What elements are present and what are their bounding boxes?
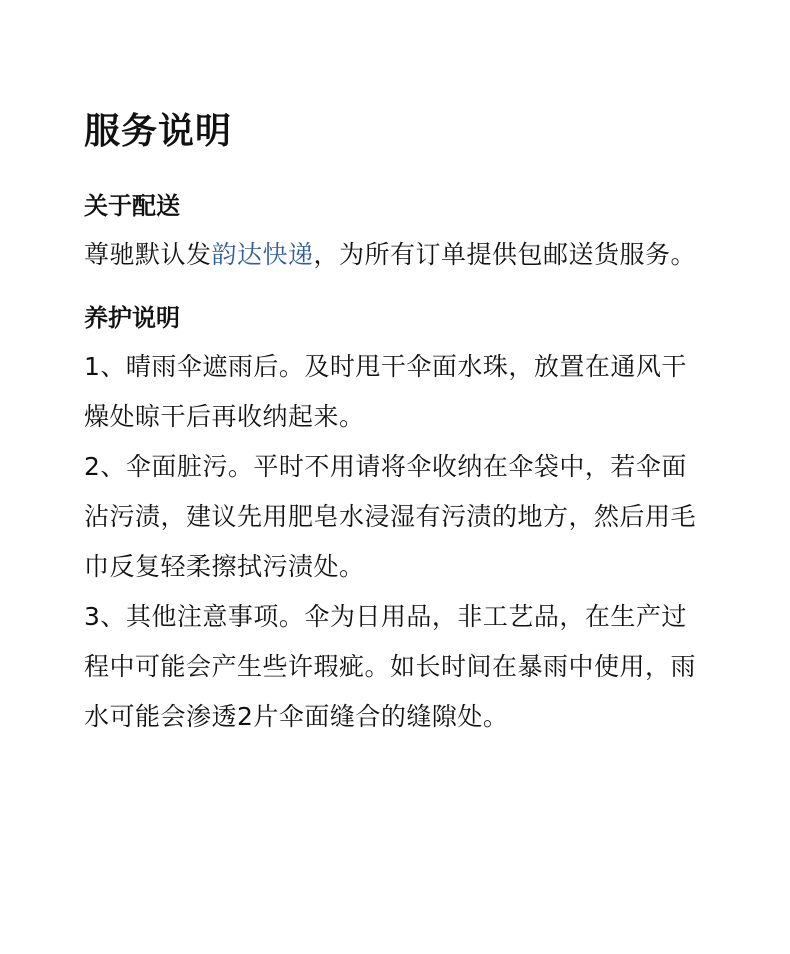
delivery-section bbox=[84, 190, 706, 280]
care-section bbox=[84, 302, 706, 742]
delivery-text-after: ，为所有订单提供包邮送货服务。 bbox=[313, 240, 697, 269]
page-title: 服务说明 bbox=[84, 111, 233, 152]
delivery-section-title: 关于配送 bbox=[84, 192, 180, 220]
delivery-text-before: 尊驰默认发 bbox=[84, 240, 212, 269]
care-section-title: 养护说明 bbox=[84, 304, 180, 332]
care-item: 1、晴雨伞遮雨后。及时甩干伞面水珠，放置在通风干燥处晾干后再收纳起来。 bbox=[84, 352, 687, 431]
care-item: 3、其他注意事项。伞为日用品，非工艺品，在生产过程中可能会产生些许瑕疵。如长时间在暴雨中使用，雨水可能会渗透2片伞面缝合的缝隙处。 bbox=[84, 602, 697, 731]
care-item: 2、伞面脏污。平时不用请将伞收纳在伞袋中，若伞面沾污渍，建议先用肥皂水浸湿有污渍的地方，然后用毛巾反复轻柔擦拭污渍处。 bbox=[84, 452, 697, 581]
courier-link[interactable]: 韵达快递 bbox=[211, 240, 314, 269]
delivery-description bbox=[84, 230, 706, 280]
